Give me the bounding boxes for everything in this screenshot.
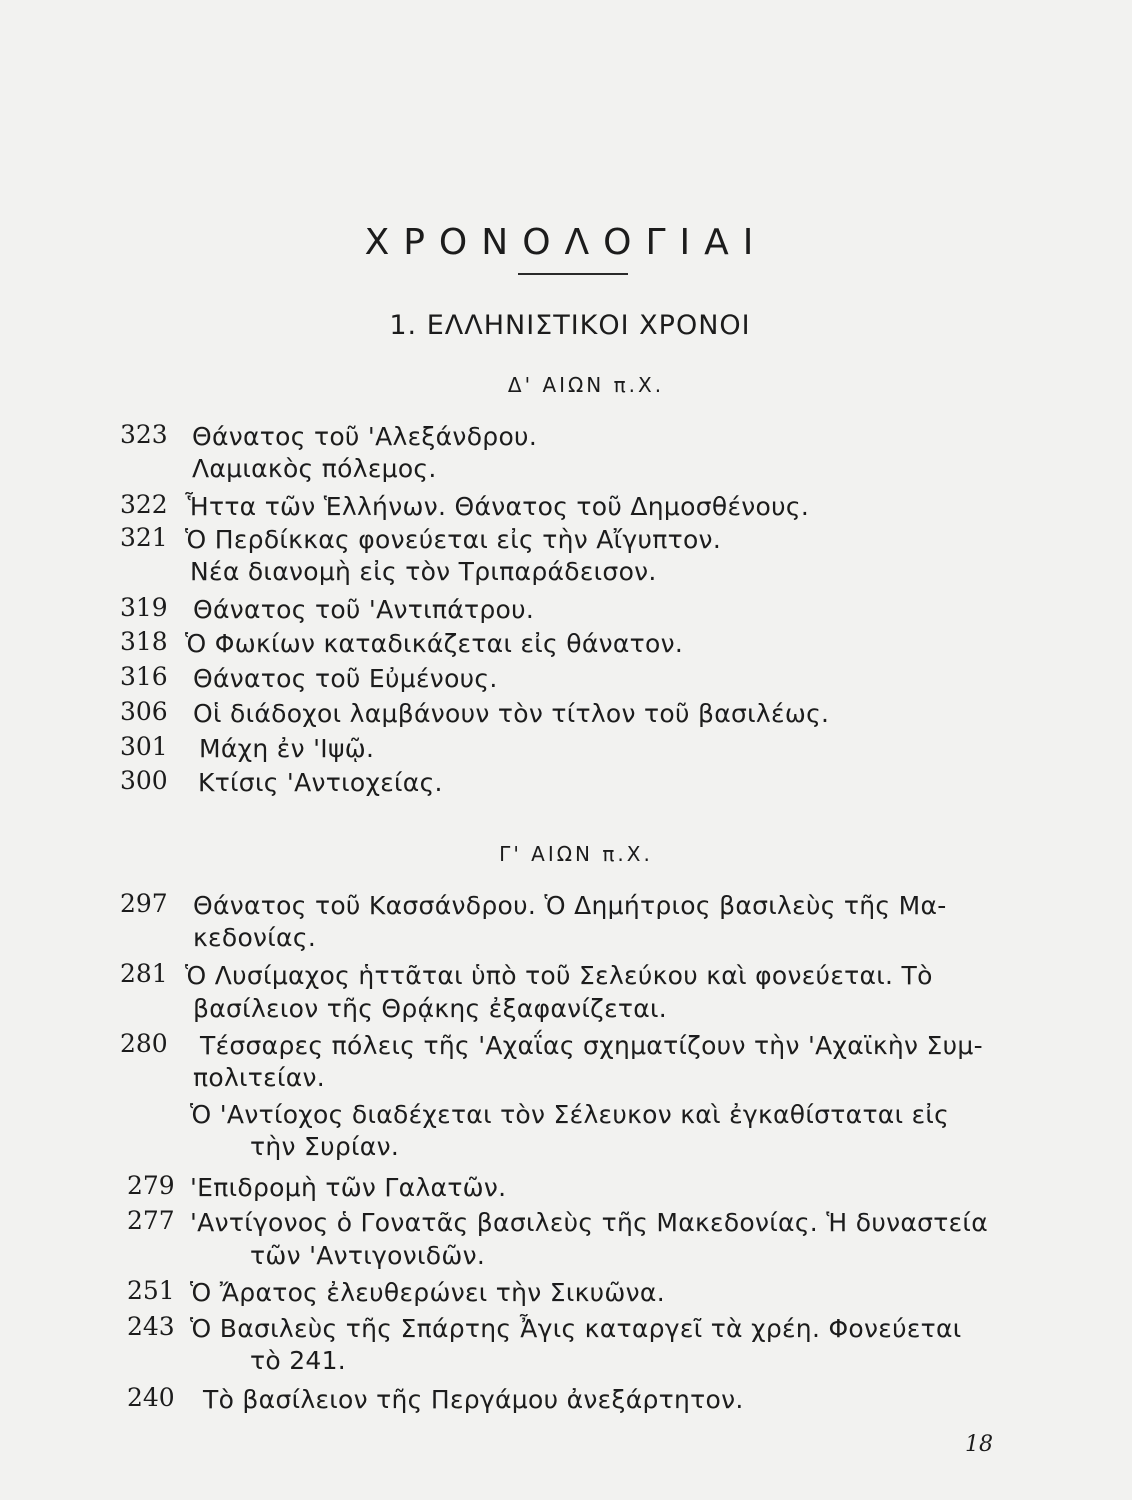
entry-year: 306 — [120, 697, 168, 726]
entry-text: Μάχη ἐν 'Ιψῷ. — [199, 734, 375, 763]
era-heading-4th-century: Δ' ΑΙΩΝ π.Χ. — [507, 373, 665, 397]
era-heading-3rd-century: Γ' ΑΙΩΝ π.Χ. — [499, 842, 653, 866]
entry-text: Ἧττα τῶν Ἑλλήνων. Θάνατος τοῦ Δημοσθένους. — [185, 492, 810, 521]
entry-year: 321 — [120, 523, 168, 552]
entry-text: Ὁ Βασιλεὺς τῆς Σπάρτης Ἆγις καταργεῖ τὰ χρέη. Φονεύεται — [190, 1314, 962, 1343]
entry-text: Ὁ Ἄρατος ἐλευθερώνει τὴν Σικυῶνα. — [190, 1278, 665, 1307]
entry-text: Ὁ 'Αντίοχος διαδέχεται τὸν Σέλευκον καὶ ἐγκαθίσταται εἰς — [190, 1100, 950, 1129]
entry-year: 300 — [120, 766, 168, 795]
entry-text: Ὁ Λυσίμαχος ἡττᾶται ὑπὸ τοῦ Σελεύκου καὶ φονεύεται. Τὸ — [185, 961, 933, 990]
entry-text: Τὸ βασίλειον τῆς Περγάμου ἀνεξάρτητον. — [203, 1385, 744, 1414]
entry-text: Θάνατος τοῦ Εὐμένους. — [193, 664, 498, 693]
entry-year: 316 — [120, 662, 168, 691]
entry-text: Θάνατος τοῦ 'Αλεξάνδρου. — [192, 422, 538, 451]
entry-year: 301 — [120, 732, 168, 761]
entry-year: 281 — [120, 959, 168, 988]
entry-year: 240 — [127, 1383, 175, 1412]
entry-text: Λαμιακὸς πόλεμος. — [192, 454, 437, 483]
entry-year: 243 — [127, 1312, 175, 1341]
page-title: ΧΡΟΝΟΛΟΓΙΑΙ — [364, 222, 768, 263]
entry-text: τὴν Συρίαν. — [250, 1132, 400, 1161]
entry-year: 319 — [120, 593, 168, 622]
title-divider — [518, 273, 628, 275]
section-title: 1. ΕΛΛΗΝΙΣΤΙΚΟΙ ΧΡΟΝΟΙ — [389, 310, 751, 341]
entry-text: Τέσσαρες πόλεις τῆς 'Αχαΐας σχηματίζουν τὴν 'Αχαϊκὴν Συμ- — [200, 1031, 983, 1060]
entry-year: 322 — [120, 490, 168, 519]
entry-text: Ὁ Περδίκκας φονεύεται εἰς τὴν Αἴγυπτον. — [185, 525, 722, 554]
entry-year: 297 — [120, 889, 168, 918]
entry-text: 'Επιδρομὴ τῶν Γαλατῶν. — [190, 1173, 507, 1202]
entry-text: 'Αντίγονος ὁ Γονατᾶς βασιλεὺς τῆς Μακεδονίας. Ἡ δυναστεία — [190, 1208, 988, 1237]
entry-text: Θάνατος τοῦ Κασσάνδρου. Ὁ Δημήτριος βασιλεὺς τῆς Μα- — [193, 891, 947, 920]
entry-year: 280 — [120, 1029, 168, 1058]
entry-year: 318 — [120, 627, 168, 656]
entry-text: Νέα διανομὴ εἰς τὸν Τριπαράδεισον. — [190, 557, 657, 586]
entry-text: βασίλειον τῆς Θρᾴκης ἐξαφανίζεται. — [193, 994, 668, 1023]
entry-text: Ὁ Φωκίων καταδικάζεται εἰς θάνατον. — [185, 629, 684, 658]
entry-year: 251 — [127, 1276, 175, 1305]
entry-year: 279 — [127, 1171, 175, 1200]
page-number: 18 — [965, 1432, 993, 1457]
entry-year: 323 — [120, 420, 168, 449]
entry-text: πολιτείαν. — [193, 1063, 326, 1092]
entry-year: 277 — [127, 1206, 175, 1235]
entry-text: τὸ 241. — [250, 1346, 347, 1375]
entry-text: Οἱ διάδοχοι λαμβάνουν τὸν τίτλον τοῦ βασιλέως. — [193, 699, 830, 728]
entry-text: Θάνατος τοῦ 'Αντιπάτρου. — [193, 595, 535, 624]
entry-text: κεδονίας. — [193, 923, 317, 952]
entry-text: τῶν 'Αντιγονιδῶν. — [250, 1241, 486, 1270]
entry-text: Κτίσις 'Αντιοχείας. — [198, 768, 443, 797]
